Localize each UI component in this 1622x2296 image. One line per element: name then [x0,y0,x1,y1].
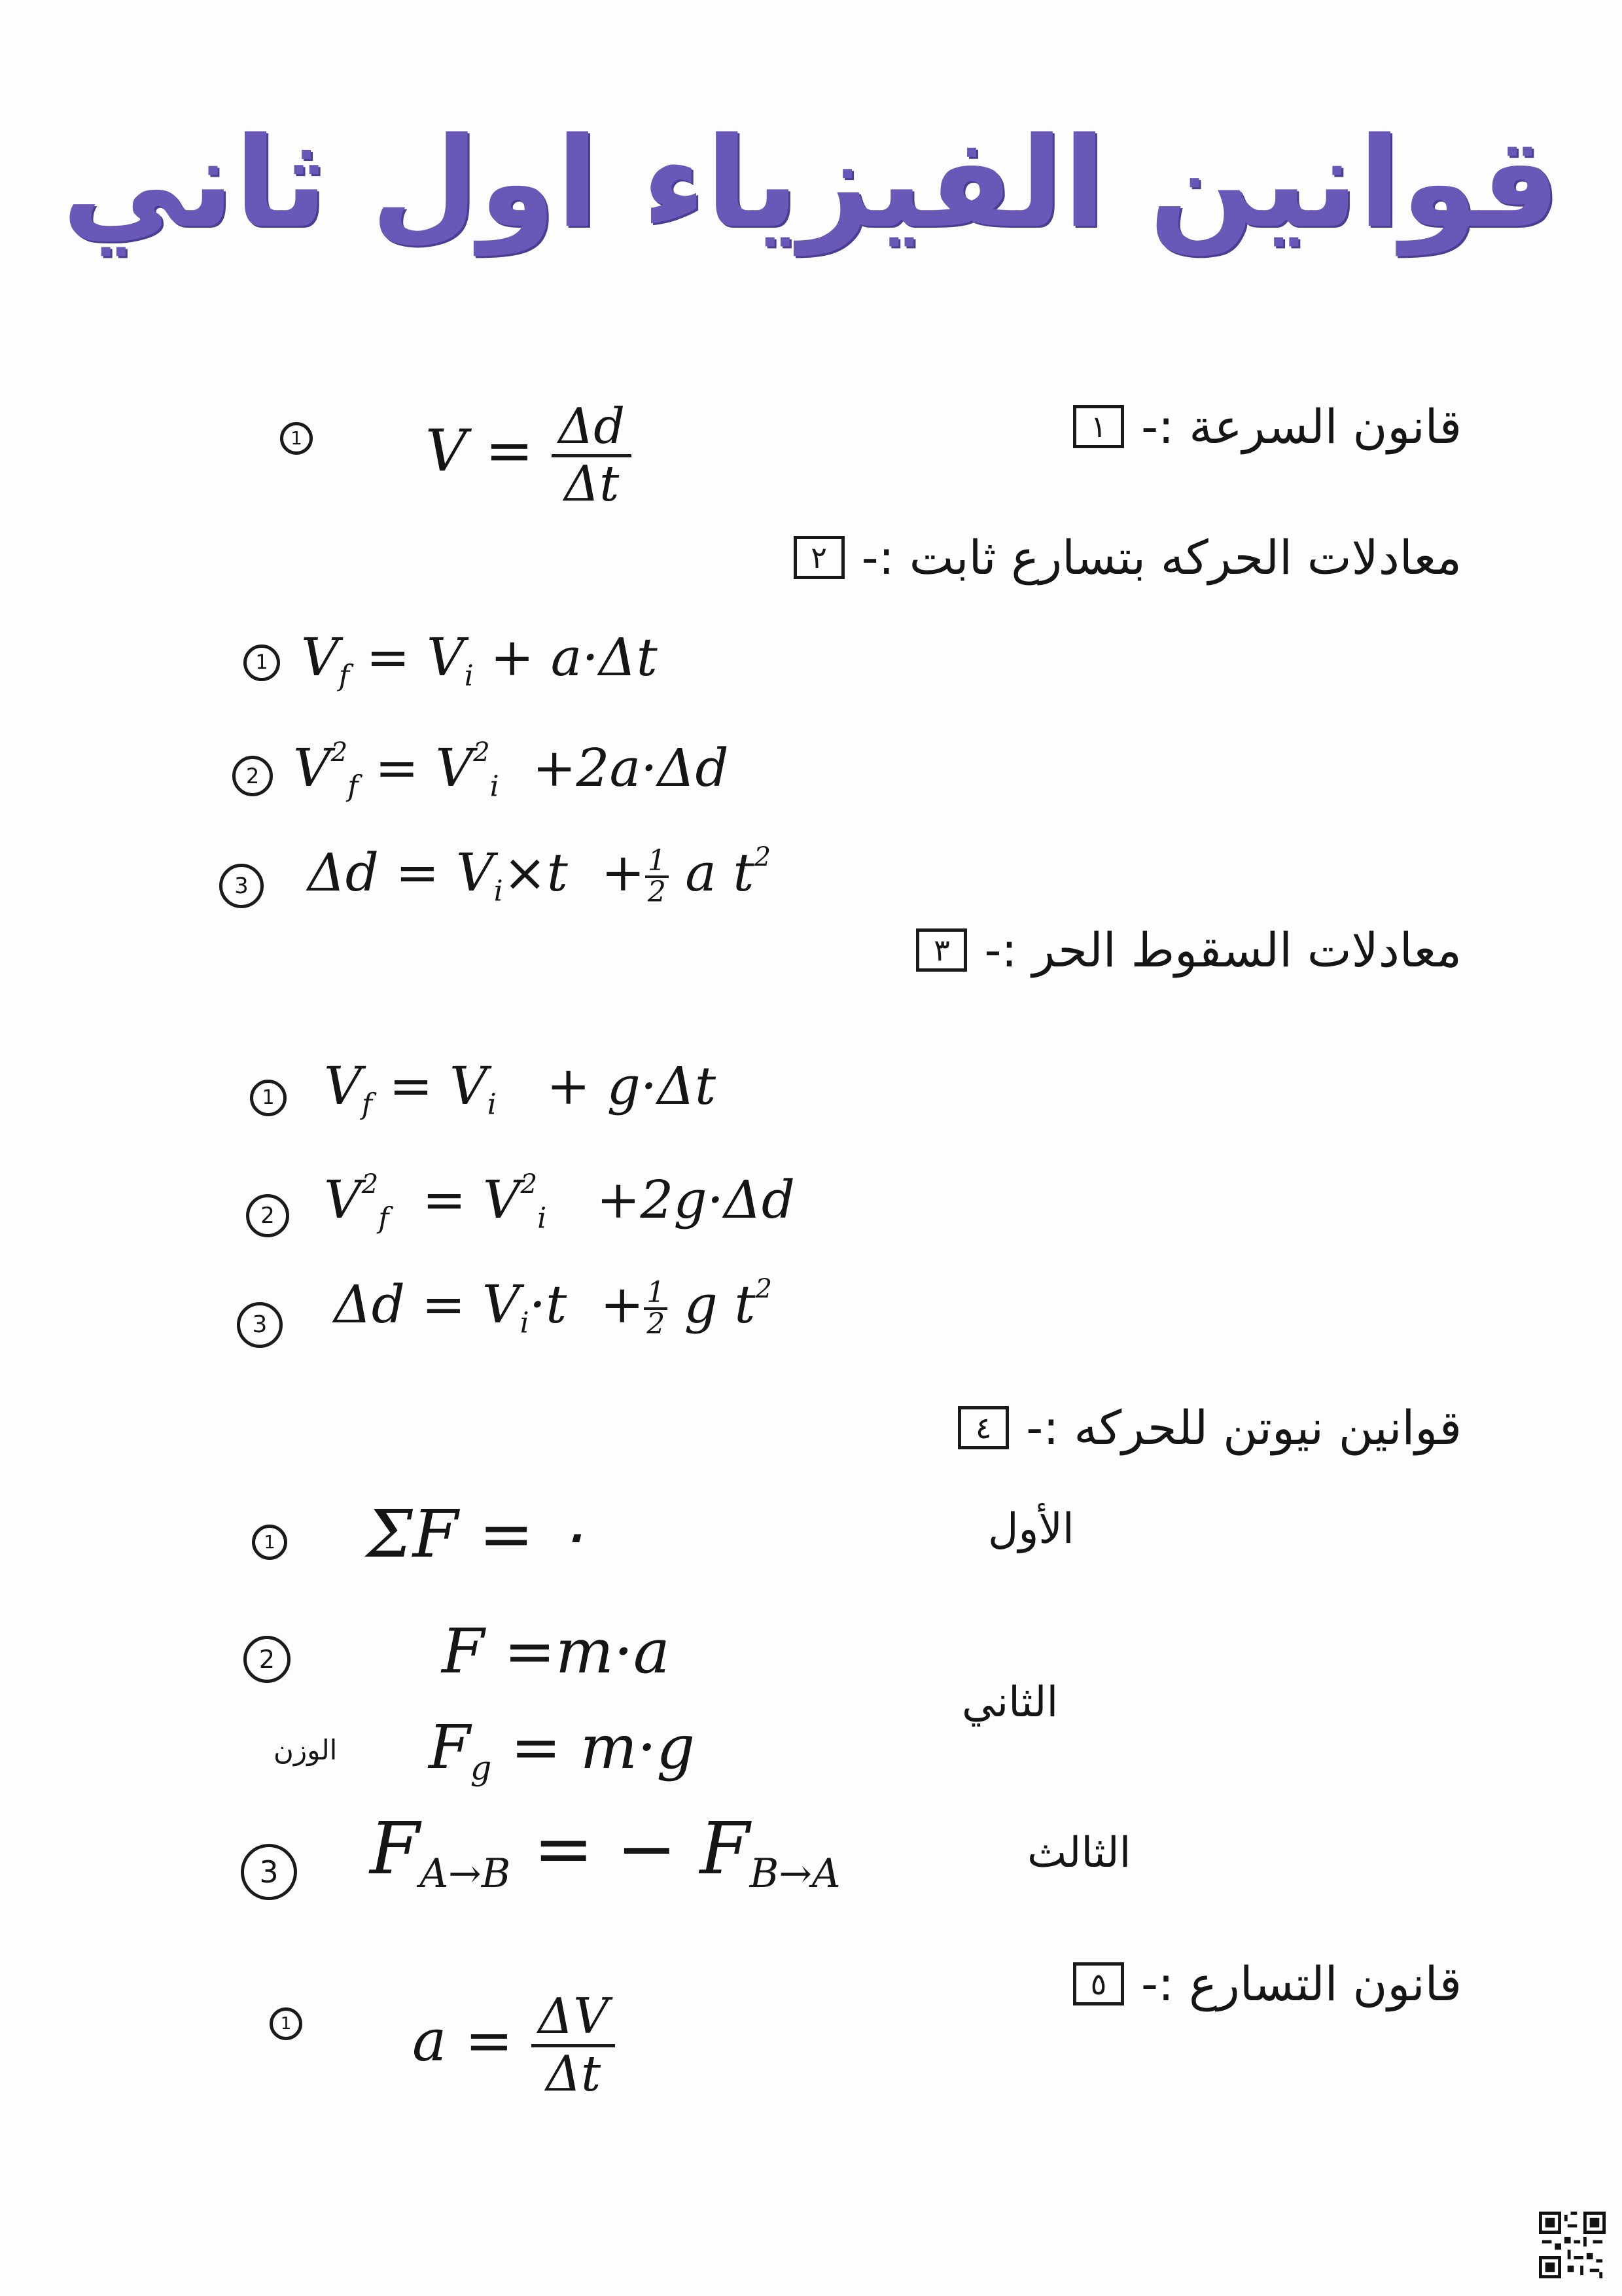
section-heading-1 [1073,399,1462,454]
section-title: معادلات السقوط الحر :- [984,923,1462,978]
newton-first-law: ΣF = ٠ [366,1496,590,1572]
formula-marker: 2 [243,1636,291,1683]
section-title: قانون التسارع :- [1140,1956,1462,2011]
section-number-box: ٣ [916,928,967,972]
formula-marker: 3 [241,1844,297,1900]
label-weight: الوزن [273,1734,338,1766]
acceleration-formula: a = $\frac{\Delta V}{\Delta t}$ [412,1992,615,2099]
section-heading-2 [794,530,1462,585]
label-first-law: الأول [988,1505,1074,1553]
formula-marker: 1 [252,1525,287,1560]
section-number-box: ٥ [1073,1962,1124,2005]
section-title: قوانين نيوتن للحركه :- [1026,1400,1462,1455]
free-fall-vf-squared: $V^2_f = V^2_i$ +2g·Δd [324,1169,796,1235]
free-fall-vf: $V_f = V_i$ + g·Δt [324,1055,716,1122]
section-title: قانون السرعة :- [1141,399,1462,454]
section-heading-3 [916,923,1462,978]
section-title: معادلات الحركه بتسارع ثابت :- [861,530,1462,585]
section-number-box: ٤ [958,1406,1009,1449]
formula-marker: 3 [219,864,264,908]
formula-marker: 1 [243,645,280,681]
weight-formula: $F_g = m\cdot g$ [429,1712,696,1788]
qr-code [1539,2212,1606,2278]
formula-marker: 1 [250,1080,287,1116]
equation-displacement: $\Delta d = V_i\times t$ + $\frac{1}{2}$ a $t^2$ [308,842,771,909]
page-title: قوانين الفيزياء اول ثاني [62,111,1560,255]
newton-second-law: F =m·a [442,1616,670,1687]
formula-marker: 1 [270,2007,302,2040]
section-heading-5 [1073,1956,1462,2011]
equation-vf: $V_f = V_i + a\cdot\Delta t$ [301,627,658,693]
equation-vf-squared: $V^2_f = V^2_i +2a\cdot\Delta d$ [293,737,729,804]
formula-marker: 3 [237,1302,283,1348]
section-heading-4 [958,1400,1462,1455]
velocity-formula: V = $\frac{\Delta d}{\Delta t}$ [425,402,631,509]
section-number-box: ١ [1073,405,1124,448]
formula-marker: 2 [232,756,273,796]
newton-third-law: $F_{A\to B}$ = − $F_{B\to A}$ [370,1807,841,1898]
label-third-law: الثالث [1027,1829,1131,1877]
free-fall-displacement: $\Delta d = V_i\cdot t$ + $\frac{1}{2}$ g $t^2$ [334,1274,772,1341]
section-number-box: ٢ [794,536,845,579]
formula-marker: 1 [280,422,313,455]
label-second-law: الثاني [962,1678,1059,1727]
formula-marker: 2 [246,1194,289,1237]
